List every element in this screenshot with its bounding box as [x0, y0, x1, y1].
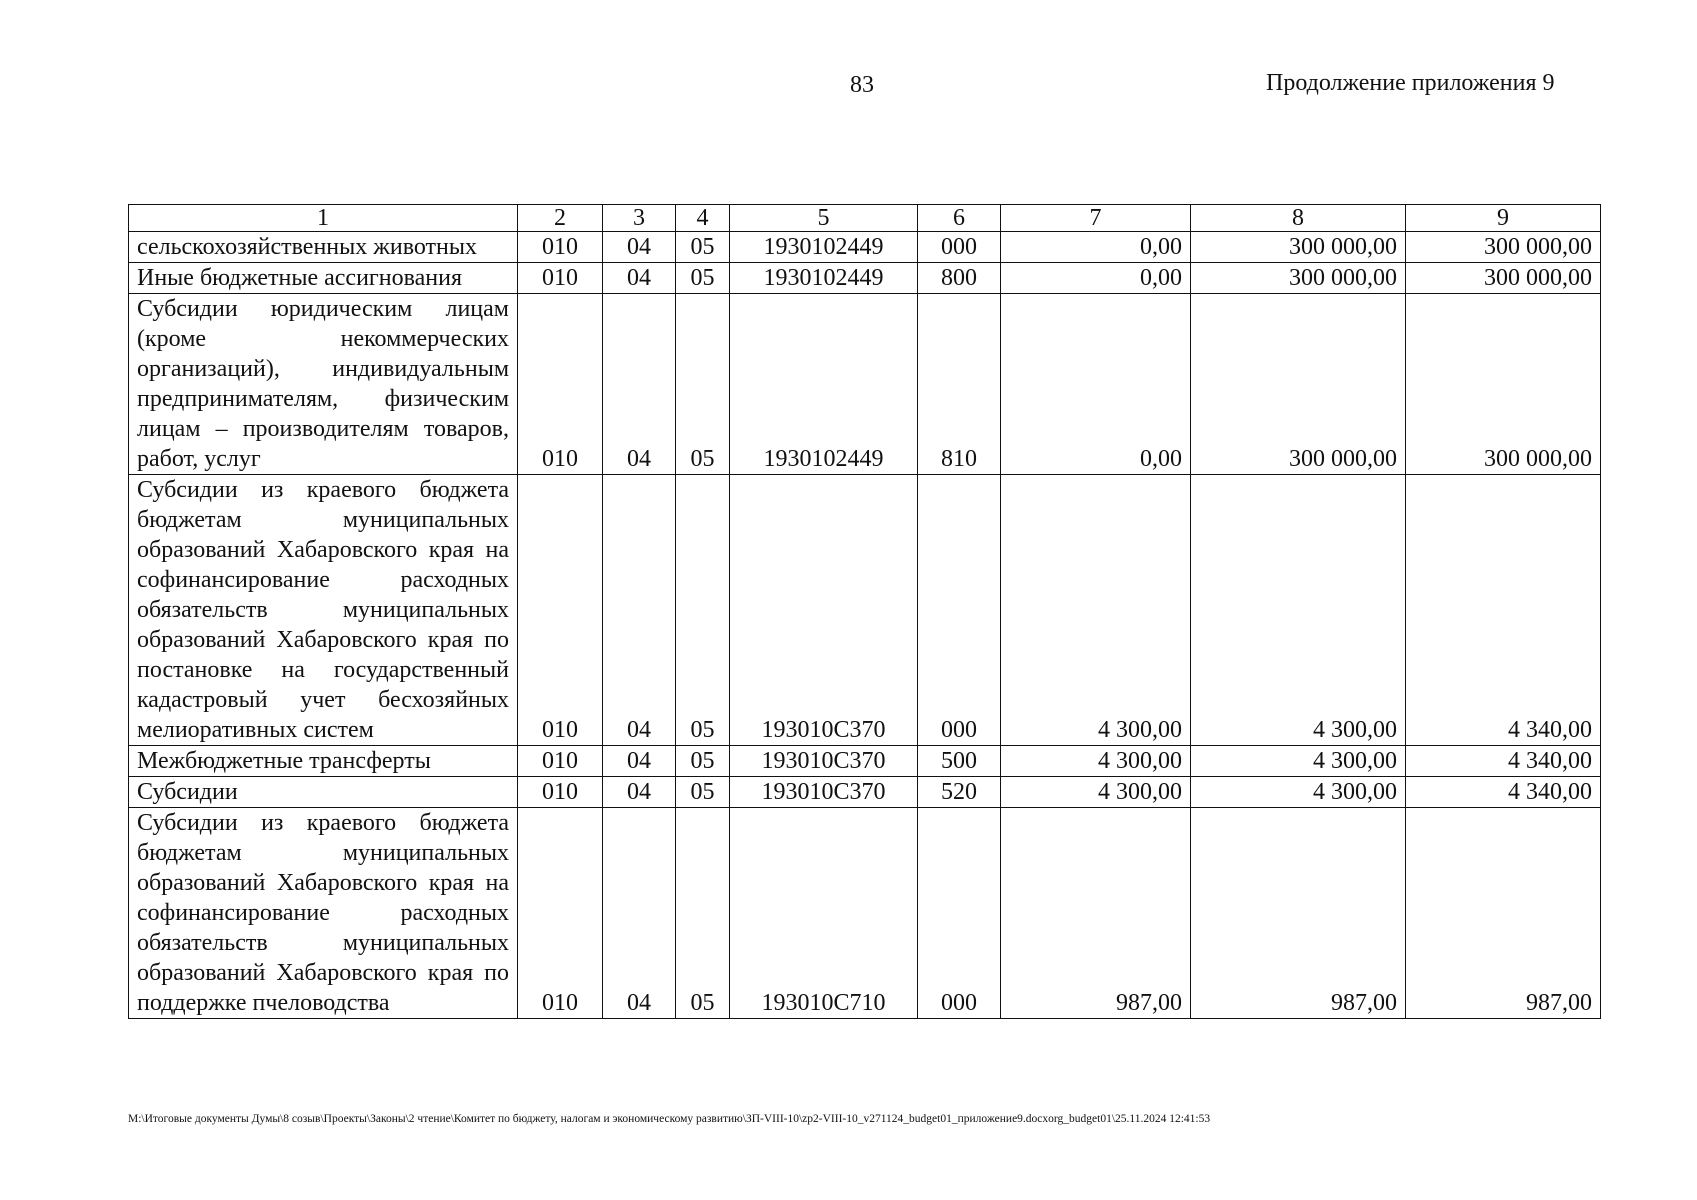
- column-header: 9: [1406, 205, 1601, 232]
- expense-name: Межбюджетные трансферты: [129, 746, 518, 777]
- column-header: 2: [518, 205, 603, 232]
- appendix-caption: Продолжение приложения 9: [1266, 70, 1555, 96]
- target-article-code: 193010С370: [730, 746, 918, 777]
- section-code: 04: [603, 475, 676, 746]
- expense-type-code: 000: [918, 475, 1001, 746]
- column-header: 6: [918, 205, 1001, 232]
- expense-type-code: 000: [918, 808, 1001, 1019]
- subsection-code: 05: [676, 294, 730, 475]
- amount-col-8: 4 300,00: [1191, 777, 1406, 808]
- table-row: [129, 746, 1601, 777]
- amount-col-7: 0,00: [1001, 232, 1191, 263]
- expense-name: Субсидии юридическим лицам (кроме некоммерческих организаций), индивидуальным предпринимателям, физическим лицам – производителям товаров, работ, услуг: [129, 294, 518, 475]
- table-row: [129, 263, 1601, 294]
- amount-col-8: 300 000,00: [1191, 294, 1406, 475]
- ministry-code: 010: [518, 777, 603, 808]
- amount-col-9: 4 340,00: [1406, 777, 1601, 808]
- column-header: 1: [129, 205, 518, 232]
- expense-name: сельскохозяйственных животных: [129, 232, 518, 263]
- target-article-code: 1930102449: [730, 232, 918, 263]
- page-number: 83: [850, 72, 874, 98]
- amount-col-8: 300 000,00: [1191, 232, 1406, 263]
- subsection-code: 05: [676, 777, 730, 808]
- table-row: [129, 475, 1601, 746]
- expense-name: Субсидии из краевого бюджета бюджетам муниципальных образований Хабаровского края на софинансирование расходных обязательств муниципальных образований Хабаровского края по постановке на государственный кадастровый учет бесхозяйных мелиоративных систем: [129, 475, 518, 746]
- ministry-code: 010: [518, 232, 603, 263]
- subsection-code: 05: [676, 232, 730, 263]
- target-article-code: 193010С370: [730, 475, 918, 746]
- expense-type-code: 520: [918, 777, 1001, 808]
- ministry-code: 010: [518, 263, 603, 294]
- table-row: [129, 232, 1601, 263]
- ministry-code: 010: [518, 475, 603, 746]
- column-header: 3: [603, 205, 676, 232]
- amount-col-9: 300 000,00: [1406, 294, 1601, 475]
- section-code: 04: [603, 746, 676, 777]
- expense-name: Субсидии из краевого бюджета бюджетам муниципальных образований Хабаровского края на софинансирование расходных обязательств муниципальных образований Хабаровского края по поддержке пчеловодства: [129, 808, 518, 1019]
- amount-col-8: 4 300,00: [1191, 746, 1406, 777]
- expense-type-code: 810: [918, 294, 1001, 475]
- column-header: 8: [1191, 205, 1406, 232]
- amount-col-7: 987,00: [1001, 808, 1191, 1019]
- subsection-code: 05: [676, 808, 730, 1019]
- column-number-row: [129, 205, 1601, 232]
- amount-col-8: 987,00: [1191, 808, 1406, 1019]
- expense-name: Иные бюджетные ассигнования: [129, 263, 518, 294]
- target-article-code: 193010С370: [730, 777, 918, 808]
- expense-type-code: 800: [918, 263, 1001, 294]
- section-code: 04: [603, 263, 676, 294]
- expense-name: Субсидии: [129, 777, 518, 808]
- section-code: 04: [603, 294, 676, 475]
- amount-col-9: 300 000,00: [1406, 232, 1601, 263]
- amount-col-8: 4 300,00: [1191, 475, 1406, 746]
- table-row: [129, 777, 1601, 808]
- target-article-code: 193010С710: [730, 808, 918, 1019]
- section-code: 04: [603, 808, 676, 1019]
- amount-col-7: 4 300,00: [1001, 475, 1191, 746]
- amount-col-9: 987,00: [1406, 808, 1601, 1019]
- amount-col-9: 300 000,00: [1406, 263, 1601, 294]
- target-article-code: 1930102449: [730, 294, 918, 475]
- subsection-code: 05: [676, 746, 730, 777]
- subsection-code: 05: [676, 263, 730, 294]
- expense-type-code: 500: [918, 746, 1001, 777]
- amount-col-9: 4 340,00: [1406, 475, 1601, 746]
- amount-col-7: 0,00: [1001, 263, 1191, 294]
- amount-col-8: 300 000,00: [1191, 263, 1406, 294]
- ministry-code: 010: [518, 808, 603, 1019]
- section-code: 04: [603, 777, 676, 808]
- ministry-code: 010: [518, 746, 603, 777]
- amount-col-7: 0,00: [1001, 294, 1191, 475]
- table-row: [129, 294, 1601, 475]
- amount-col-7: 4 300,00: [1001, 746, 1191, 777]
- expense-type-code: 000: [918, 232, 1001, 263]
- file-path-footer: M:\Итоговые документы Думы\8 созыв\Проекты\Законы\2 чтение\Комитет по бюджету, налогам и экономическому развитию\ЗП-VIII-10\zp2-VIII-10_v271124_budget01_приложение9.docxorg_budget01\25.11.2024 12:41:53: [128, 1113, 1211, 1125]
- amount-col-7: 4 300,00: [1001, 777, 1191, 808]
- amount-col-9: 4 340,00: [1406, 746, 1601, 777]
- column-header: 4: [676, 205, 730, 232]
- column-header: 5: [730, 205, 918, 232]
- column-header: 7: [1001, 205, 1191, 232]
- ministry-code: 010: [518, 294, 603, 475]
- budget-table: [128, 204, 1601, 1019]
- target-article-code: 1930102449: [730, 263, 918, 294]
- table-row: [129, 808, 1601, 1019]
- subsection-code: 05: [676, 475, 730, 746]
- section-code: 04: [603, 232, 676, 263]
